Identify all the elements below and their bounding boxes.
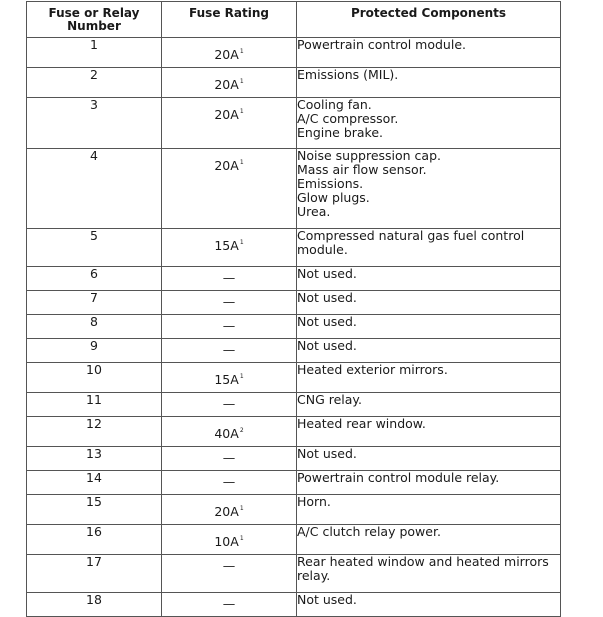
- fuse-rating-cell: [162, 555, 297, 593]
- fuse-rating-value: 40A: [214, 426, 239, 441]
- fuse-number-cell: 15: [27, 495, 162, 525]
- component-line: Engine brake.: [297, 125, 384, 140]
- component-line: Emissions (MIL).: [297, 67, 399, 82]
- component-line: Not used.: [297, 446, 357, 461]
- footnote-marker: 2: [239, 427, 244, 434]
- fuse-rating-value: 20A: [214, 77, 239, 92]
- footnote-marker: 1: [239, 48, 244, 55]
- protected-components-cell: [297, 447, 561, 471]
- component-line: Not used.: [297, 290, 357, 305]
- fuse-rating-cell: [162, 98, 297, 149]
- fuse-rating-value: —: [222, 450, 236, 465]
- table-row: [27, 555, 561, 593]
- fuse-rating-cell: [162, 267, 297, 291]
- protected-components-cell: [297, 229, 561, 267]
- fuse-rating-cell: [162, 393, 297, 417]
- fuse-rating-cell: [162, 495, 297, 525]
- fuse-rating-cell: [162, 447, 297, 471]
- table-row: [27, 417, 561, 447]
- fuse-table: [26, 1, 561, 617]
- fuse-number-cell: 13: [27, 447, 162, 471]
- header-protected-components: Protected Components: [297, 2, 561, 38]
- component-line: Urea.: [297, 204, 331, 219]
- fuse-rating-cell: [162, 149, 297, 229]
- header-fuse-rating: Fuse Rating: [162, 2, 297, 38]
- table-row: [27, 495, 561, 525]
- component-line: Not used.: [297, 266, 357, 281]
- table-row: [27, 267, 561, 291]
- protected-components-cell: [297, 38, 561, 68]
- protected-components-cell: [297, 315, 561, 339]
- table-row: [27, 593, 561, 617]
- protected-components-cell: [297, 291, 561, 315]
- component-line: Noise suppression cap.: [297, 148, 441, 163]
- protected-components-cell: [297, 98, 561, 149]
- table-row: [27, 291, 561, 315]
- protected-components-cell: [297, 267, 561, 291]
- fuse-rating-cell: [162, 315, 297, 339]
- protected-components-cell: [297, 471, 561, 495]
- fuse-rating-value: —: [222, 558, 236, 573]
- component-line: Not used.: [297, 592, 357, 607]
- footnote-marker: 1: [239, 373, 244, 380]
- component-line: Powertrain control module.: [297, 37, 466, 52]
- table-row: [27, 447, 561, 471]
- protected-components-cell: [297, 525, 561, 555]
- component-line: Heated exterior mirrors.: [297, 362, 448, 377]
- protected-components-cell: [297, 363, 561, 393]
- protected-components-cell: [297, 393, 561, 417]
- component-line: A/C compressor.: [297, 111, 399, 126]
- table-row: [27, 315, 561, 339]
- table-row: [27, 525, 561, 555]
- component-line: Glow plugs.: [297, 190, 370, 205]
- protected-components-cell: [297, 149, 561, 229]
- fuse-number-cell: 6: [27, 267, 162, 291]
- component-line: Horn.: [297, 494, 331, 509]
- fuse-rating-cell: [162, 593, 297, 617]
- table-row: [27, 393, 561, 417]
- fuse-number-cell: 5: [27, 229, 162, 267]
- fuse-rating-value: 20A: [214, 158, 239, 173]
- fuse-number-cell: 18: [27, 593, 162, 617]
- component-line: Compressed natural gas fuel control module.: [297, 228, 525, 257]
- fuse-number-cell: 7: [27, 291, 162, 315]
- fuse-rating-cell: [162, 291, 297, 315]
- footnote-marker: 1: [239, 108, 244, 115]
- fuse-rating-cell: [162, 363, 297, 393]
- fuse-rating-cell: [162, 38, 297, 68]
- table-row: [27, 471, 561, 495]
- fuse-table-container: [26, 1, 560, 617]
- fuse-rating-cell: [162, 229, 297, 267]
- component-line: Not used.: [297, 338, 357, 353]
- component-line: Mass air flow sensor.: [297, 162, 427, 177]
- component-line: CNG relay.: [297, 392, 363, 407]
- fuse-rating-cell: [162, 339, 297, 363]
- fuse-number-cell: 3: [27, 98, 162, 149]
- fuse-number-cell: 12: [27, 417, 162, 447]
- component-line: Heated rear window.: [297, 416, 426, 431]
- fuse-rating-value: —: [222, 342, 236, 357]
- protected-components-cell: [297, 593, 561, 617]
- fuse-rating-cell: [162, 68, 297, 98]
- table-header-row: [27, 2, 561, 38]
- footnote-marker: 1: [239, 159, 244, 166]
- fuse-rating-value: —: [222, 270, 236, 285]
- fuse-number-cell: 10: [27, 363, 162, 393]
- fuse-rating-value: —: [222, 474, 236, 489]
- fuse-number-cell: 17: [27, 555, 162, 593]
- protected-components-cell: [297, 339, 561, 363]
- fuse-number-cell: 14: [27, 471, 162, 495]
- component-line: Cooling fan.: [297, 97, 372, 112]
- fuse-number-cell: 8: [27, 315, 162, 339]
- component-line: A/C clutch relay power.: [297, 524, 441, 539]
- footnote-marker: 1: [239, 505, 244, 512]
- component-line: Rear heated window and heated mirrors relay.: [297, 554, 549, 583]
- fuse-number-cell: 1: [27, 38, 162, 68]
- table-row: [27, 149, 561, 229]
- fuse-rating-value: —: [222, 318, 236, 333]
- fuse-number-cell: 11: [27, 393, 162, 417]
- fuse-rating-value: 20A: [214, 504, 239, 519]
- fuse-rating-cell: [162, 417, 297, 447]
- table-body: [27, 38, 561, 617]
- table-row: [27, 38, 561, 68]
- table-row: [27, 98, 561, 149]
- footnote-marker: 1: [239, 535, 244, 542]
- protected-components-cell: [297, 417, 561, 447]
- fuse-rating-cell: [162, 471, 297, 495]
- fuse-rating-value: —: [222, 596, 236, 611]
- table-row: [27, 363, 561, 393]
- fuse-number-cell: 2: [27, 68, 162, 98]
- component-line: Emissions.: [297, 176, 364, 191]
- fuse-number-cell: 9: [27, 339, 162, 363]
- protected-components-cell: [297, 495, 561, 525]
- footnote-marker: 1: [239, 239, 244, 246]
- fuse-number-cell: 16: [27, 525, 162, 555]
- table-row: [27, 339, 561, 363]
- fuse-rating-value: —: [222, 294, 236, 309]
- fuse-rating-value: —: [222, 396, 236, 411]
- footnote-marker: 1: [239, 78, 244, 85]
- protected-components-cell: [297, 555, 561, 593]
- header-fuse-number: Fuse or Relay Number: [27, 2, 162, 38]
- protected-components-cell: [297, 68, 561, 98]
- fuse-rating-value: 15A: [214, 372, 239, 387]
- fuse-rating-value: 20A: [214, 47, 239, 62]
- fuse-rating-cell: [162, 525, 297, 555]
- table-row: [27, 229, 561, 267]
- table-row: [27, 68, 561, 98]
- fuse-rating-value: 10A: [214, 534, 239, 549]
- component-line: Powertrain control module relay.: [297, 470, 500, 485]
- fuse-rating-value: 15A: [214, 238, 239, 253]
- fuse-rating-value: 20A: [214, 107, 239, 122]
- fuse-number-cell: 4: [27, 149, 162, 229]
- component-line: Not used.: [297, 314, 357, 329]
